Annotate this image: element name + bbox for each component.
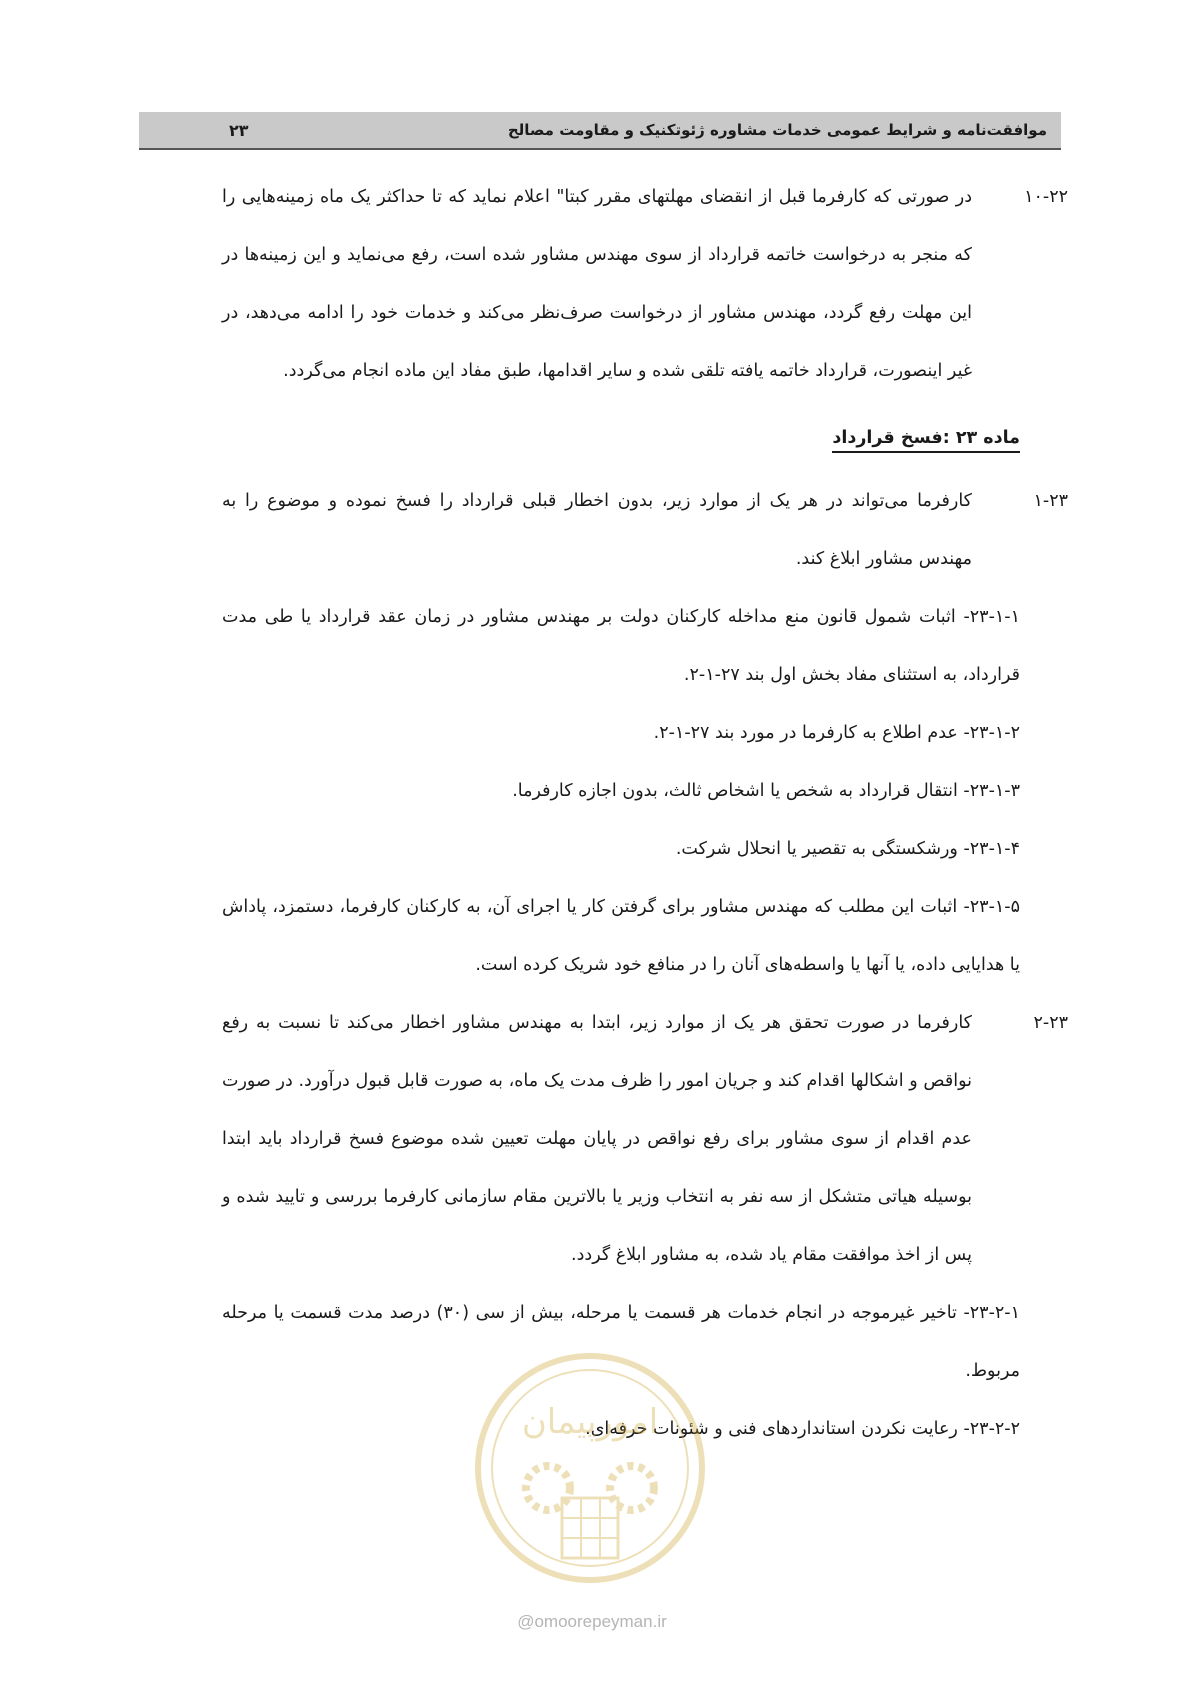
paragraph-text: در صورتی که کارفرما قبل از انقضای مهلتهای مقرر کبتا" اعلام نماید که تا حداکثر یک ماه زمینه‌هایی را که منجر به درخواست خاتمه قرارداد از سوی مهندس مشاور شده است، رفع می‌نماید و این زمینه‌ها در این مهلت رفع گردد، مهندس مشاور از درخواست صرف‌نظر می‌کند و خدمات خود را ادامه می‌دهد، در غیر اینصورت، قرارداد خاتمه یافته تلقی شده و سایر اقدامها، طبق مفاد این ماده انجام می‌گردد.: [222, 187, 972, 381]
watermark-url: @omoorepeyman.ir: [517, 1612, 667, 1631]
section-heading: [222, 418, 1020, 458]
paragraph-text: کارفرما در صورت تحقق هر یک از موارد زیر، ابتدا به مهندس مشاور اخطار می‌کند تا نسبت به رفع نواقص و اشکالها اقدام کند و جریان امور را ظرف مدت یک ماه، به صورت قابل قبول درآورد. در صورت عدم اقدام از سوی مشاور برای رفع نواقص در پایان مهلت تعیین شده موضوع فسخ قرارداد باید ابتدا بوسیله هیاتی متشکل از سه نفر به انتخاب وزیر یا بالاترین مقام سازمانی کارفرما بررسی و تایید شده و پس از اخذ موافقت مقام یاد شده، به مشاور ابلاغ گردد.: [222, 1013, 972, 1265]
document-body: [222, 168, 1068, 1458]
document-title: موافقت‌نامه و شرایط عمومی خدمات مشاوره ژئوتکنیک و مقاومت مصالح: [507, 121, 1047, 139]
paragraph-23-2: [222, 994, 1068, 1284]
page-number: ۲۳: [229, 120, 249, 140]
section-title: ماده ۲۳ :فسخ قرارداد: [832, 428, 1020, 453]
paragraph-10-22: [222, 168, 1068, 400]
paragraph-number: ۱۰-۲۲: [1024, 187, 1068, 207]
clause-23-1-3: ۲۳-۱-۳- انتقال قرارداد به شخص یا اشخاص ثالث، بدون اجازه کارفرما.: [512, 781, 1020, 801]
paragraph-number: ۱-۲۳: [1033, 491, 1068, 511]
paragraph-number: ۲-۲۳: [1033, 1013, 1068, 1033]
paragraph-text: کارفرما می‌تواند در هر یک از موارد زیر، بدون اخطار قبلی قرارداد را فسخ نموده و موضوع را به مهندس مشاور ابلاغ کند.: [222, 491, 972, 569]
watermark-logo-text: امورپیمان: [521, 1402, 659, 1442]
clause-23-1-1: ۲۳-۱-۱- اثبات شمول قانون منع مداخله کارکنان دولت بر مهندس مشاور در زمان عقد قرارداد یا طی مدت قرارداد، به استثنای مفاد بخش اول بند ۲۷-۱-۲.: [222, 607, 1020, 685]
clause-23-2-2: ۲۳-۲-۲- رعایت نکردن استانداردهای فنی و شئونات حرفه‌ای.: [585, 1419, 1020, 1439]
clause-23-1-2: ۲۳-۱-۲- عدم اطلاع به کارفرما در مورد بند ۲۷-۱-۲.: [653, 723, 1020, 743]
paragraph-23-1: [222, 472, 1068, 588]
clause-23-1-5: ۲۳-۱-۵- اثبات این مطلب که مهندس مشاور برای گرفتن کار یا اجرای آن، به کارکنان کارفرما، دستمزد، پاداش یا هدایایی داده، یا آنها یا واسطه‌های آنان را در منافع خود شریک کرده است.: [222, 897, 1020, 975]
clause-23-1-4: ۲۳-۱-۴- ورشکستگی به تقصیر یا انحلال شرکت.: [675, 839, 1020, 859]
clause-23-2-1: ۲۳-۲-۱- تاخیر غیرموجه در انجام خدمات هر قسمت یا مرحله، بیش از سی (۳۰) درصد مدت قسمت یا مرحله مربوط.: [222, 1303, 1021, 1381]
page-header: [139, 112, 1061, 150]
